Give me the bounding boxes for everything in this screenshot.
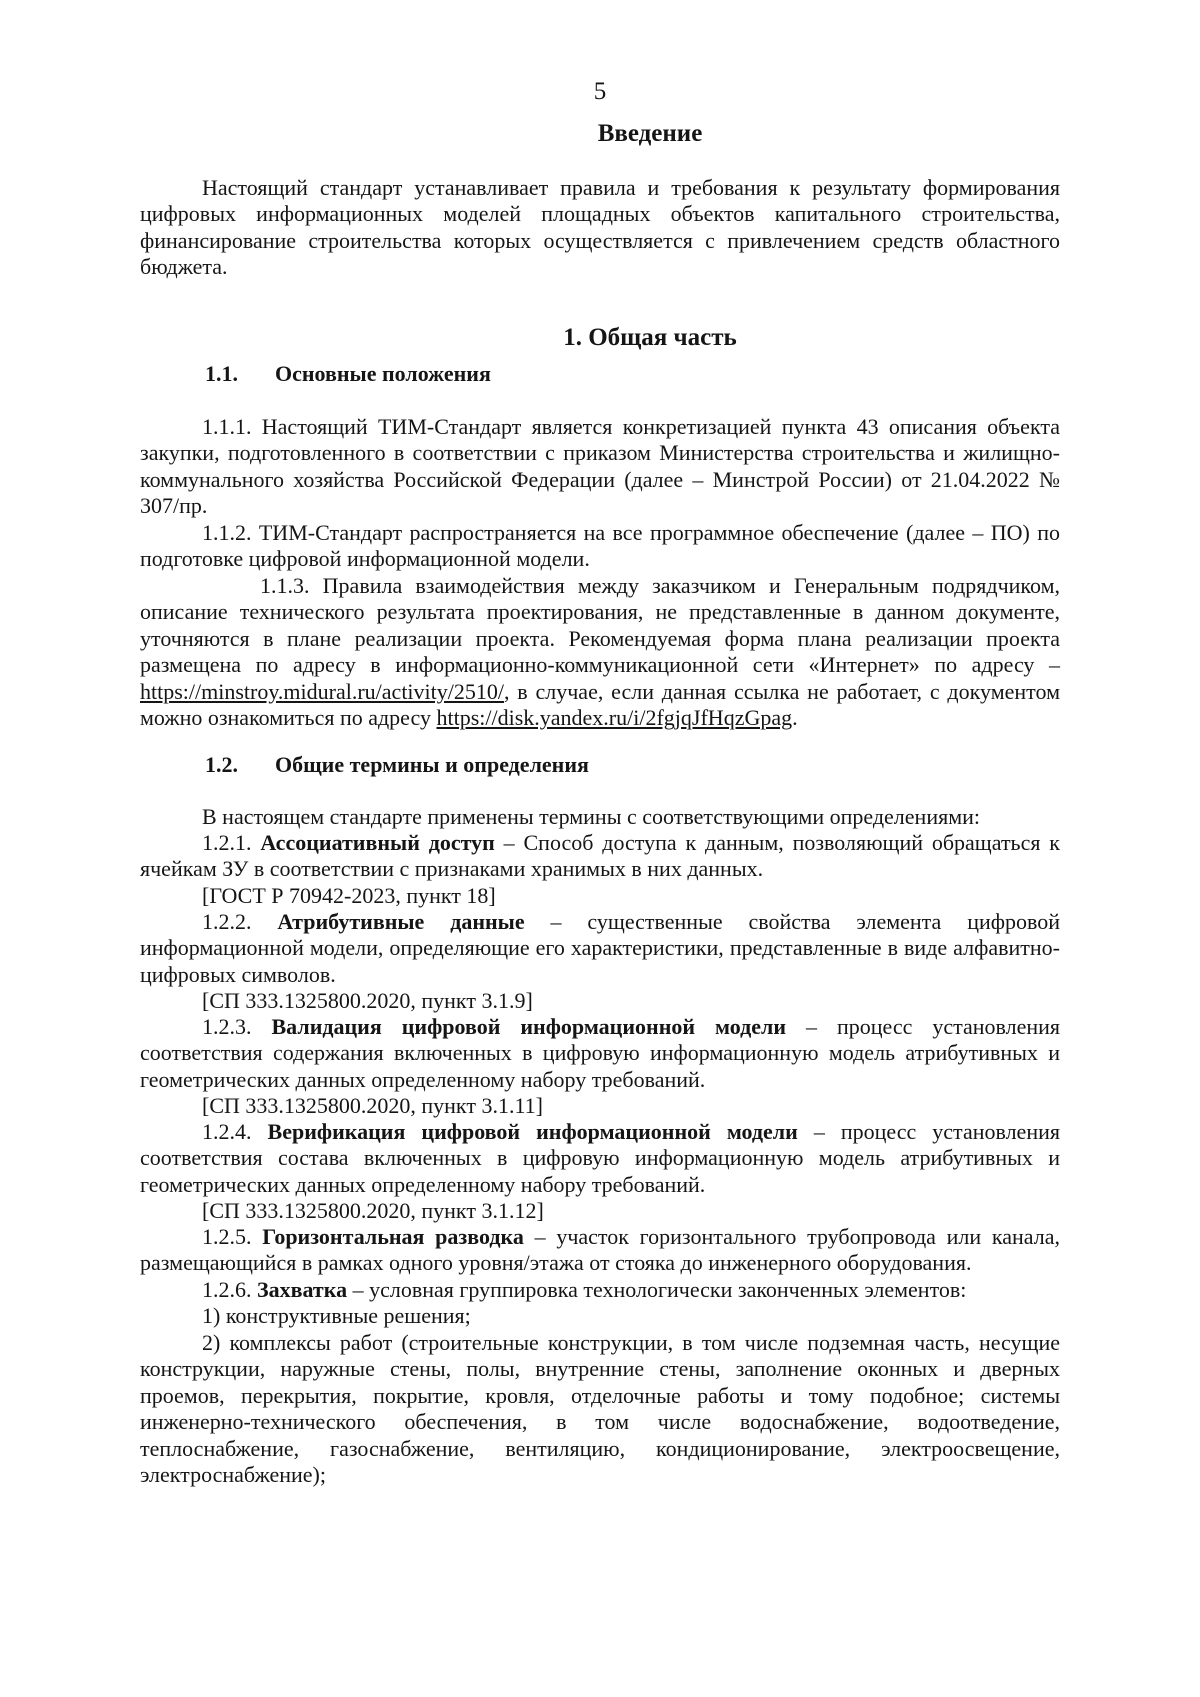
term-definition: процесс установления соответствия содержания включенных в цифровую информационную модель атрибутивных и геометрических данных определенному набору требований.	[140, 1014, 1061, 1092]
term-reference: [ГОСТ Р 70942-2023, пункт 18]	[202, 883, 496, 908]
paragraph-1-1-3-text: 1.1.3. Правила взаимодействия между заказчиком и Генеральным подрядчиком, описание технического результата проектирования, не представленные в данном документе, уточняются в плане реализации проекта. Рекомендуемая форма плана реализации проекта размещена по адресу в информационно-коммуникационной сети «Интернет» по адресу –	[140, 573, 1060, 678]
section-1-heading: 1. Общая часть	[563, 324, 737, 351]
term-definition: условная группировка технологически законченных элементов:	[369, 1277, 967, 1302]
subsection-number: 1.1.	[205, 361, 238, 386]
term-definition: существенные свойства элемента цифровой информационной модели, определяющие его характеристики, представленные в виде алфавитно-цифровых символов.	[140, 909, 1061, 987]
term-1-2-2	[140, 909, 1060, 988]
term-reference: [СП 333.1325800.2020, пункт 3.1.11]	[202, 1093, 543, 1118]
term-number: 1.2.4.	[202, 1119, 252, 1144]
subsection-number: 1.2.	[205, 752, 238, 777]
term-1-2-5	[140, 1224, 1060, 1277]
term-dash: –	[347, 1277, 370, 1302]
term-definition: Способ доступа к данным, позволяющий обращаться к ячейкам ЗУ в соответствии с признаками хранимых в них данных.	[140, 830, 1060, 882]
list-item-1: 1) конструктивные решения;	[202, 1303, 471, 1328]
subsection-1-1-heading	[205, 361, 705, 389]
term-dash: –	[523, 1224, 557, 1249]
term-number: 1.2.6.	[202, 1277, 252, 1302]
term-name: Захватка	[257, 1277, 348, 1302]
term-name: Атрибутивные данные	[277, 909, 525, 934]
page-number: 5	[593, 78, 607, 105]
term-dash: –	[786, 1014, 837, 1039]
intro-paragraph: Настоящий стандарт устанавливает правила и требования к результату формирования цифровых информационных моделей площадных объектов капитального строительства, финансирование строительства которых осуществляется с привлечением средств областного бюджета.	[140, 175, 1060, 280]
term-name: Верификация цифровой информационной модели	[267, 1119, 798, 1144]
term-definition: участок горизонтального трубопровода или канала, размещающийся в рамках одного уровня/этажа от стояка до инженерного оборудования.	[140, 1224, 1061, 1276]
term-number: 1.2.1.	[202, 830, 252, 855]
paragraph-1-1-2: 1.1.2. ТИМ-Стандарт распространяется на все программное обеспечение (далее – ПО) по подготовке цифровой информационной модели.	[140, 520, 1060, 572]
term-number: 1.2.3.	[202, 1014, 252, 1039]
paragraph-1-1-3	[140, 573, 1060, 731]
minstroy-link[interactable]: https://minstroy.midural.ru/activity/2510/	[140, 678, 504, 704]
term-reference: [СП 333.1325800.2020, пункт 3.1.12]	[202, 1198, 544, 1223]
subsection-1-2-heading	[205, 752, 805, 780]
subsection-title: Основные положения	[275, 361, 491, 386]
term-dash: –	[524, 909, 588, 934]
term-dash: –	[494, 830, 524, 855]
term-number: 1.2.2.	[202, 909, 252, 934]
paragraph-1-1-1: 1.1.1. Настоящий ТИМ-Стандарт является конкретизацией пункта 43 описания объекта закупки, подготовленного в соответствии с приказом Министерства строительства и жилищно-коммунального хозяйства Российской Федерации (далее – Минстрой России) от 21.04.2022 № 307/пр.	[140, 414, 1060, 519]
term-1-2-3	[140, 1014, 1060, 1093]
term-dash: –	[797, 1119, 841, 1144]
paragraph-1-1-3-end: .	[792, 705, 798, 731]
term-reference: [СП 333.1325800.2020, пункт 3.1.9]	[202, 988, 533, 1013]
terms-lead: В настоящем стандарте применены термины с соответствующими определениями:	[202, 804, 981, 829]
term-name: Ассоциативный доступ	[260, 830, 495, 855]
paragraph-1-1-3-middle: , в случае, если данная ссылка не работает, с документом можно ознакомиться по адресу	[140, 678, 1060, 731]
term-name: Валидация цифровой информационной модели	[271, 1014, 786, 1039]
term-name: Горизонтальная разводка	[262, 1224, 524, 1249]
subsection-title: Общие термины и определения	[275, 752, 589, 777]
term-definition: процесс установления соответствия состава включенных в цифровую информационную модель атрибутивных и геометрических данных определенному набору требований.	[140, 1119, 1060, 1197]
list-item-2: 2) комплексы работ (строительные конструкции, в том числе подземная часть, несущие конструкции, наружные стены, полы, внутренние стены, заполнение оконных и дверных проемов, перекрытия, покрытие, кровля, отделочные работы и тому подобное; системы инженерно-технического обеспечения, в том числе водоснабжение, водоотведение, теплоснабжение, газоснабжение, вентиляцию, кондиционирование, электроосвещение, электроснабжение);	[140, 1330, 1060, 1488]
term-1-2-4	[140, 1119, 1060, 1198]
term-number: 1.2.5.	[202, 1224, 252, 1249]
term-1-2-1	[140, 830, 1060, 883]
term-1-2-6	[140, 1277, 1060, 1303]
yandex-disk-link[interactable]: https://disk.yandex.ru/i/2fgjqJfHqzGpag	[436, 705, 793, 731]
intro-heading: Введение	[597, 120, 703, 147]
